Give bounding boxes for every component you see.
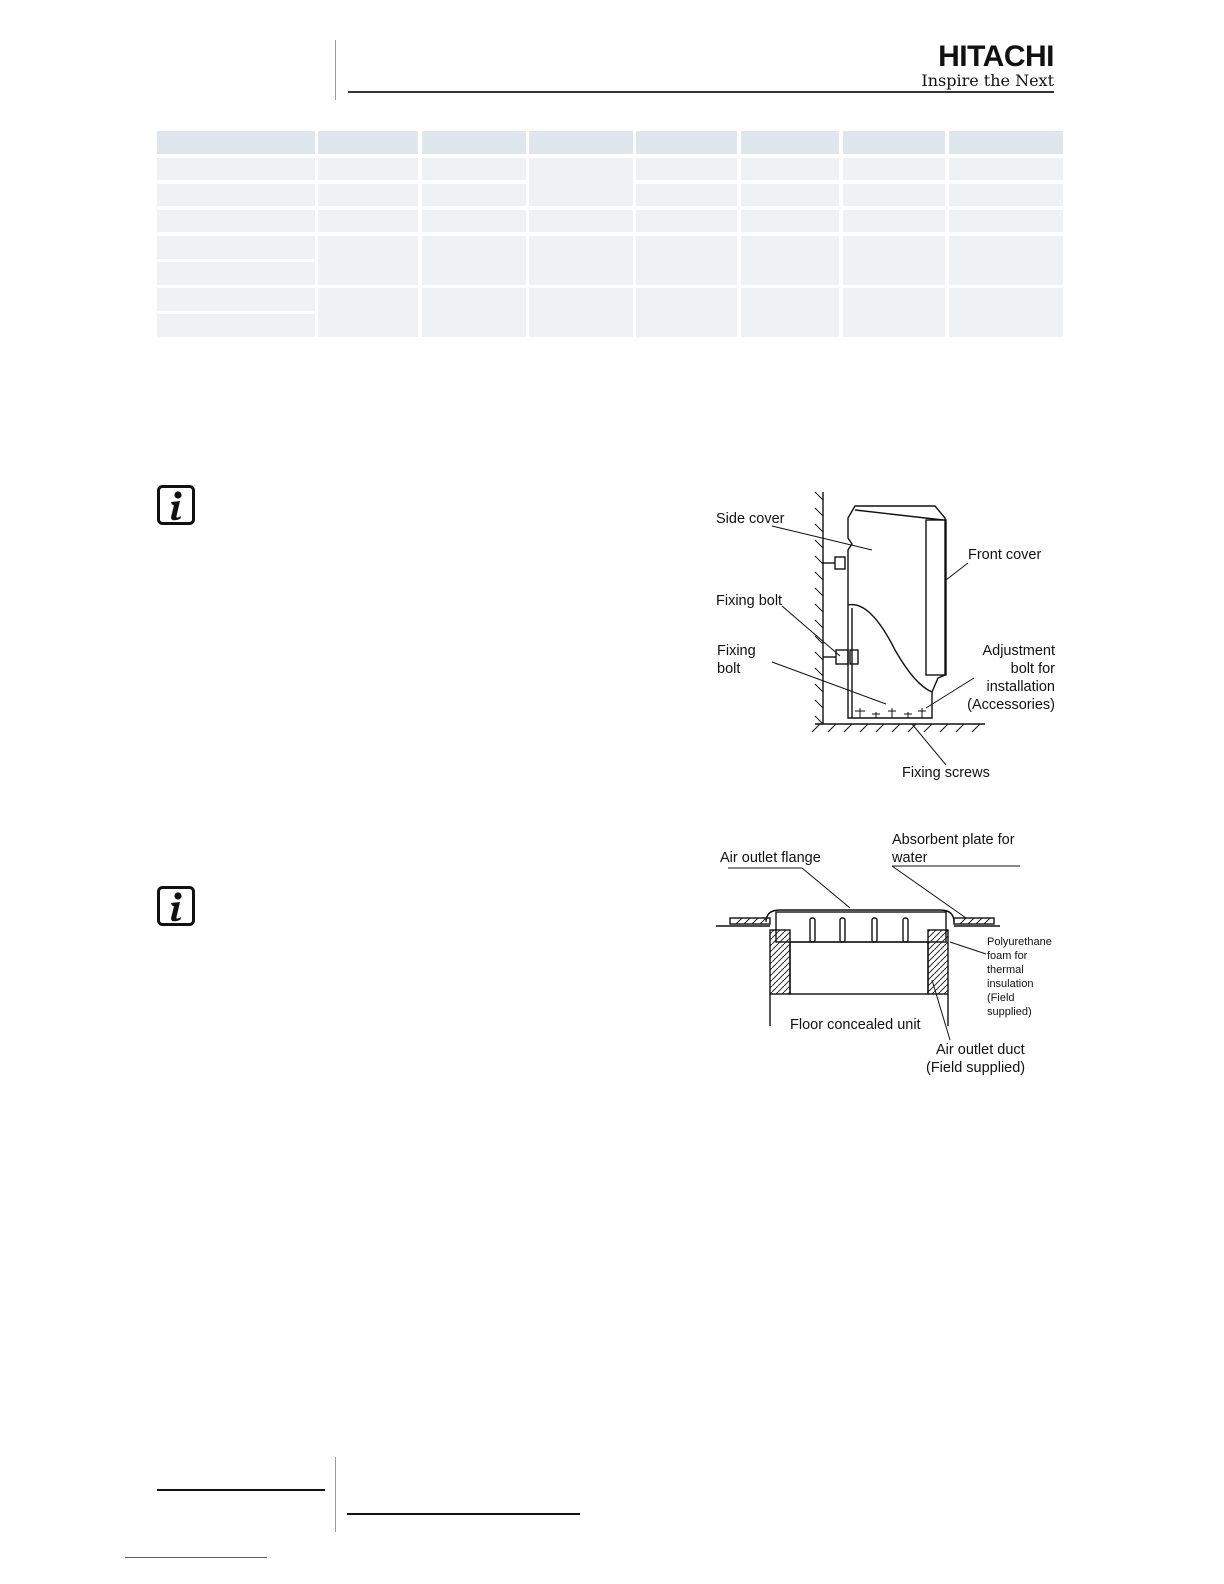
table-cell [318,158,418,180]
label-fixing-screws: Fixing screws [902,765,990,781]
footer-divider [335,1457,336,1532]
table-cell [422,210,526,232]
footer-link-underline[interactable] [125,1557,267,1558]
brand-logo [921,42,1054,90]
table-cell [529,158,633,206]
header-divider [335,40,336,100]
table-cell [636,210,737,232]
footer-rule-right [347,1513,580,1515]
label-polyurethane-3: thermal [987,964,1024,976]
label-absorbent-1: Absorbent plate for [892,832,1015,848]
label-fixing-bolt-upper: Fixing bolt [716,593,783,609]
label-polyurethane-6: supplied) [987,1006,1032,1018]
table-header-cell [157,131,315,154]
table-cell [529,236,633,285]
table-cell [422,184,526,206]
label-floor-concealed-unit: Floor concealed unit [790,1017,921,1033]
table-cell [157,314,315,337]
table-cell [529,288,633,337]
table-header-cell [529,131,633,154]
label-fixing-bolt-lower-2: bolt [717,661,741,677]
label-polyurethane-2: foam for [987,950,1028,962]
footer-rule-left [157,1489,325,1491]
table-cell [157,262,315,285]
table-header-cell [318,131,418,154]
table-cell [529,210,633,232]
header-rule [348,91,1054,93]
table-cell [843,184,945,206]
table-cell [157,236,315,259]
table-cell [318,184,418,206]
label-polyurethane-4: insulation [987,978,1034,990]
table-cell [636,288,737,337]
label-fixing-bolt-lower-1: Fixing [717,643,756,659]
table-cell [949,210,1063,232]
brand-tagline: Inspire the Next [921,71,1054,90]
table-cell [157,210,315,232]
table-header-cell [636,131,737,154]
table-header-cell [949,131,1063,154]
table-cell [636,184,737,206]
label-absorbent-2: water [892,850,928,866]
table-cell [157,158,315,180]
table-cell [318,236,418,285]
table-cell [318,288,418,337]
table-cell [636,236,737,285]
label-front-cover: Front cover [968,547,1042,563]
table-cell [843,158,945,180]
label-air-outlet-duct-2: (Field supplied) [926,1060,1026,1076]
label-air-outlet-flange: Air outlet flange [720,850,821,866]
table-header-cell [422,131,526,154]
table-header-cell [741,131,839,154]
table-cell [422,288,526,337]
brand-name: HITACHI [938,40,1054,73]
label-polyurethane-1: Polyurethane [987,936,1052,948]
label-adjustment-1: Adjustment [982,643,1055,659]
table-cell [949,158,1063,180]
table-cell [636,158,737,180]
label-air-outlet-duct-1: Air outlet duct [936,1042,1025,1058]
table-cell [741,158,839,180]
label-adjustment-4: (Accessories) [967,697,1055,713]
table-cell [741,288,839,337]
table-cell [422,158,526,180]
table-cell [741,210,839,232]
table-header-cell [843,131,945,154]
table-cell [422,236,526,285]
table-cell [843,236,945,285]
table-cell [843,210,945,232]
table-cell [843,288,945,337]
table-cell [949,184,1063,206]
label-side-cover: Side cover [716,511,785,527]
spec-table [157,131,1063,337]
table-cell [157,288,315,311]
table-cell [157,184,315,206]
table-cell [741,236,839,285]
label-adjustment-3: installation [986,679,1055,695]
table-cell [318,210,418,232]
info-icon [157,485,195,525]
table-cell [949,236,1063,285]
label-polyurethane-5: (Field [987,992,1015,1004]
info-icon [157,886,195,926]
label-adjustment-2: bolt for [1010,661,1055,677]
table-cell [741,184,839,206]
table-cell [949,288,1063,337]
